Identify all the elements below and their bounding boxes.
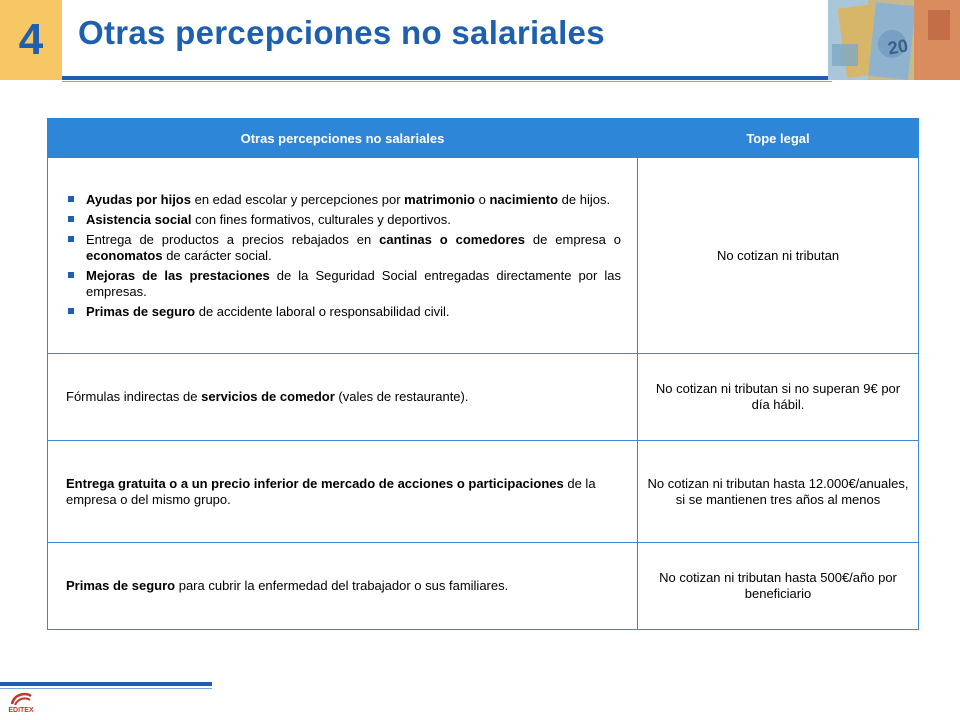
perception-cell: Primas de seguro para cubrir la enfermedad del trabajador o sus familiares. — [48, 543, 638, 630]
perception-cell: Entrega gratuita o a un precio inferior de mercado de acciones o participaciones de la empresa o del mismo grupo. — [48, 441, 638, 543]
list-item: Primas de seguro de accidente laboral o responsabilidad civil. — [66, 304, 621, 320]
banknote-image — [828, 0, 960, 80]
table-row — [48, 354, 919, 441]
list-item: Mejoras de las prestaciones de la Seguridad Social entregadas directamente por las empresas. — [66, 268, 621, 300]
editex-logo — [4, 690, 38, 718]
perception-cell: Fórmulas indirectas de servicios de comedor (vales de restaurante). — [48, 354, 638, 441]
footer-divider — [0, 682, 212, 686]
perceptions-table — [47, 118, 919, 630]
chapter-number-box — [0, 0, 62, 80]
table-row — [48, 441, 919, 543]
legal-limit-cell: No cotizan ni tributan si no superan 9€ por día hábil. — [638, 354, 919, 441]
column-header-legal-limit: Tope legal — [638, 119, 919, 158]
editex-logo-icon — [4, 690, 38, 706]
legal-limit-cell: No cotizan ni tributan hasta 500€/año por beneficiario — [638, 543, 919, 630]
list-item: Ayudas por hijos en edad escolar y percepciones por matrimonio o nacimiento de hijos. — [66, 192, 621, 208]
table-row — [48, 158, 919, 354]
perceptions-list-cell — [48, 158, 638, 354]
table-row — [48, 543, 919, 630]
page-title: Otras percepciones no salariales — [78, 14, 605, 51]
header-divider-thin — [62, 81, 832, 82]
legal-limit-cell: No cotizan ni tributan hasta 12.000€/anuales, si se mantienen tres años al menos — [638, 441, 919, 543]
table-header-row — [48, 119, 919, 158]
header-divider — [62, 76, 832, 80]
legal-limit-cell: No cotizan ni tributan — [638, 158, 919, 354]
list-item: Asistencia social con fines formativos, culturales y deportivos. — [66, 212, 621, 228]
footer-divider-thin — [0, 688, 212, 689]
perceptions-bullet-list — [66, 192, 621, 320]
editex-logo-text: EDITEX — [8, 707, 34, 714]
column-header-perceptions: Otras percepciones no salariales — [48, 119, 638, 158]
chapter-number: 4 — [18, 15, 44, 64]
svg-text:20: 20 — [886, 35, 910, 59]
list-item: Entrega de productos a precios rebajados en cantinas o comedores de empresa o economatos de carácter social. — [66, 232, 621, 264]
